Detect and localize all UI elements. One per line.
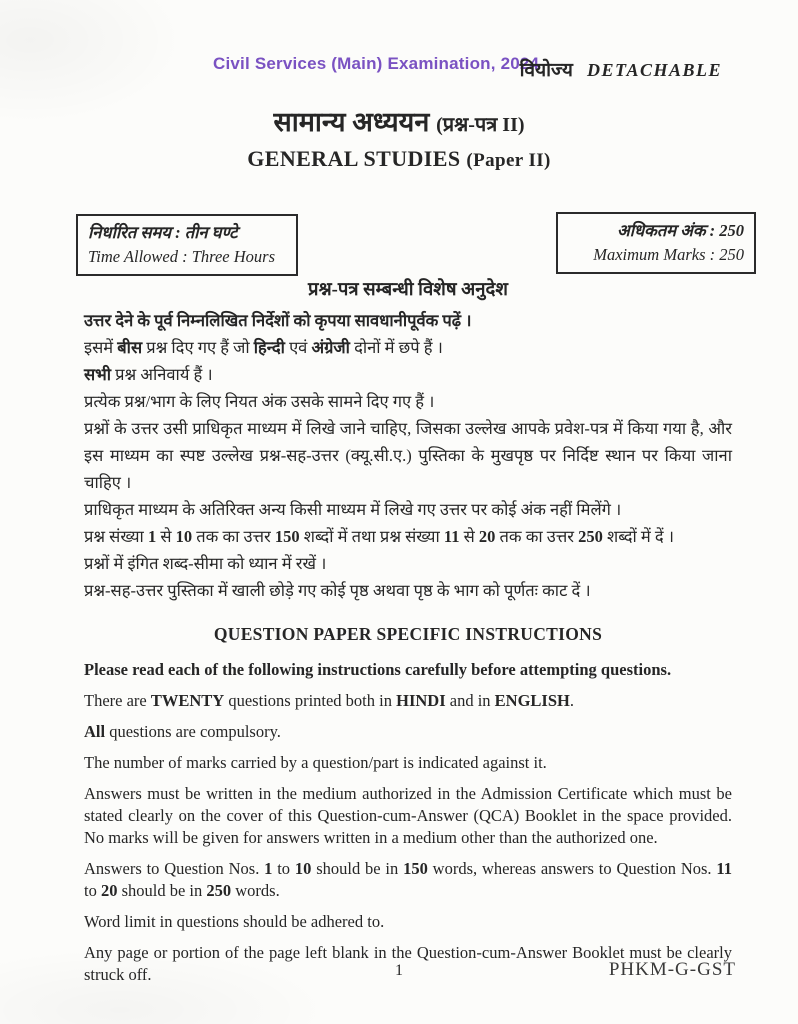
- max-marks-english: Maximum Marks : 250: [593, 244, 744, 264]
- paper-title-hindi-main: सामान्य अध्ययन: [273, 107, 437, 137]
- english-instruction-paragraph: All questions are compulsory.: [84, 722, 281, 741]
- hindi-instruction-paragraph: सभी प्रश्न अनिवार्य हैं ।: [84, 365, 213, 384]
- english-instruction-paragraph: Answers must be written in the medium authorized in the Admission Certificate which must be stated clearly on the cover of this Question-cum-Answer (QCA) Booklet in the space provided. No marks will be given for answers written in a medium other than the authorized one.: [84, 784, 732, 847]
- hindi-instruction-paragraph: प्रश्न संख्या 1 से 10 तक का उत्तर 150 शब्दों में तथा प्रश्न संख्या 11 से 20 तक का उत्तर 250 शब्दों में दें ।: [84, 527, 674, 546]
- max-marks-hindi: अधिकतम अंक : 250: [617, 221, 744, 240]
- exam-title: Civil Services (Main) Examination, 2024: [213, 54, 540, 73]
- english-instruction-paragraph: Please read each of the following instructions carefully before attempting questions.: [84, 660, 672, 679]
- paper-title-english-main: GENERAL STUDIES: [247, 145, 467, 171]
- paper-title-hindi-sub: (प्रश्न-पत्र II): [436, 114, 525, 136]
- paper-title-english-sub: (Paper II): [466, 149, 551, 171]
- page-number: 1: [395, 962, 403, 979]
- hindi-instructions-heading: प्रश्न-पत्र सम्बन्धी विशेष अनुदेश: [308, 280, 508, 300]
- hindi-instruction-paragraph: उत्तर देने के पूर्व निम्नलिखित निर्देशों को कृपया सावधानीपूर्वक पढ़ें ।: [84, 311, 472, 330]
- detachable-label: [520, 56, 722, 82]
- time-allowed-box: [76, 214, 298, 276]
- english-instruction-paragraph: Answers to Question Nos. 1 to 10 should be in 150 words, whereas answers to Question Nos. 11 to 20 should be in 250 words.: [84, 859, 732, 900]
- english-instruction-paragraph: The number of marks carried by a question/part is indicated against it.: [84, 753, 547, 772]
- instructions-content: [84, 276, 732, 995]
- english-instructions-heading: QUESTION PAPER SPECIFIC INSTRUCTIONS: [213, 624, 603, 644]
- hindi-instruction-paragraph: प्राधिकृत माध्यम के अतिरिक्त अन्य किसी माध्यम में लिखे गए उत्तर पर कोई अंक नहीं मिलेंगे ।: [84, 500, 622, 519]
- hindi-instruction-paragraph: प्रश्नों में इंगित शब्द-सीमा को ध्यान में रखें ।: [84, 554, 327, 573]
- detachable-english-text: DETACHABLE: [586, 60, 722, 80]
- hindi-instruction-paragraph: प्रत्येक प्रश्न/भाग के लिए नियत अंक उसके सामने दिए गए हैं ।: [84, 392, 435, 411]
- english-instruction-paragraph: There are TWENTY questions printed both in HINDI and in ENGLISH.: [84, 691, 574, 710]
- time-allowed-english: Time Allowed : Three Hours: [88, 246, 276, 266]
- paper-title-block: [0, 106, 798, 173]
- hindi-instructions-list: [84, 307, 732, 604]
- english-instruction-paragraph: Any page or portion of the page left blank in the Question-cum-Answer Booklet must be clearly struck off.: [84, 943, 732, 984]
- max-marks-box: [556, 212, 756, 274]
- paper-code: PHKM-G-GST: [608, 959, 736, 980]
- hindi-instruction-paragraph: इसमें बीस प्रश्न दिए गए हैं जो हिन्दी एवं अंग्रेजी दोनों में छपे हैं ।: [84, 338, 443, 357]
- english-instructions-list: [84, 659, 732, 986]
- hindi-instruction-paragraph: प्रश्नों के उत्तर उसी प्राधिकृत माध्यम में लिखे जाने चाहिए, जिसका उल्लेख आपके प्रवेश-पत्र में किया गया है, और इस माध्यम का स्पष्ट उल्लेख प्रश्न-सह-उत्तर (क्यू.सी.ए.) पुस्तिका के मुखपृष्ठ पर निर्दिष्ट स्थान पर किया जाना चाहिए ।: [84, 419, 732, 492]
- paper-title-english: [0, 145, 798, 173]
- english-instruction-paragraph: Word limit in questions should be adhered to.: [84, 912, 385, 931]
- paper-title-hindi: [0, 106, 798, 140]
- hindi-instruction-paragraph: प्रश्न-सह-उत्तर पुस्तिका में खाली छोड़े गए कोई पृष्ठ अथवा पृष्ठ के भाग को पूर्णतः काट दें ।: [84, 581, 591, 600]
- detachable-hindi-text: वियोज्य: [519, 60, 573, 81]
- time-allowed-hindi: निर्धारित समय : तीन घण्टे: [88, 223, 238, 242]
